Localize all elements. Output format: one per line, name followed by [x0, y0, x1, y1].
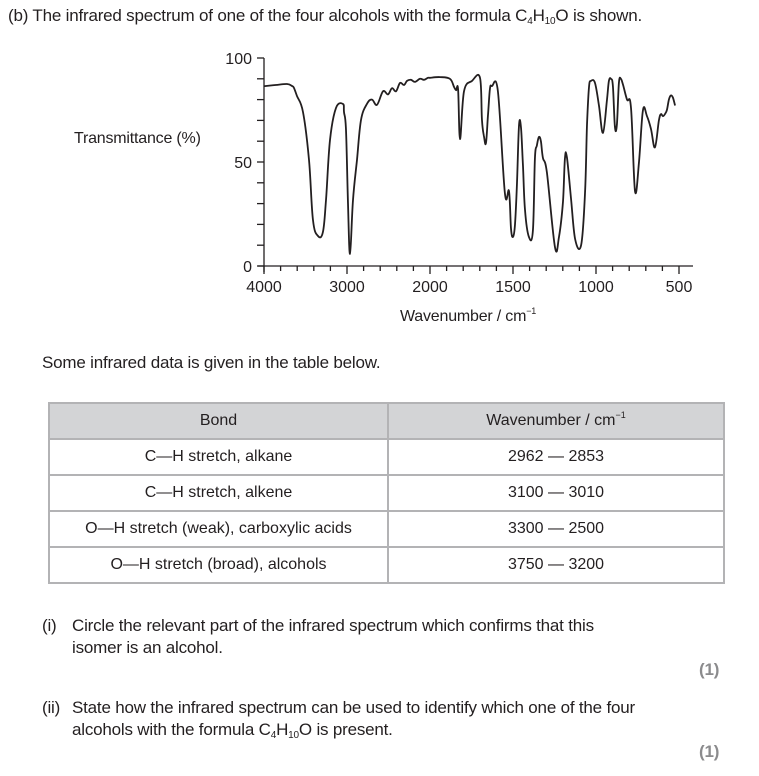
table-intro: Some infrared data is given in the table below.: [42, 353, 381, 372]
bond-cell: C—H stretch, alkene: [49, 475, 388, 511]
subquestion-i-number: (i): [42, 616, 57, 635]
spectrum-line: [265, 75, 675, 254]
ir-spectrum-chart[interactable]: [0, 0, 759, 340]
y-tick-label: 0: [243, 259, 252, 276]
wavenumber-cell: 3750 — 3200: [388, 547, 724, 583]
formula: $C_4H_{10}O$: [515, 6, 569, 27]
wavenumber-cell: 2962 — 2853: [388, 439, 724, 475]
bond-cell: O—H stretch (broad), alcohols: [49, 547, 388, 583]
table-row: [49, 475, 724, 511]
intro-end: is shown.: [572, 6, 643, 25]
y-ticks: [225, 51, 264, 276]
infrared-data-table: [48, 402, 725, 584]
x-tick-label: 3000: [329, 279, 365, 296]
y-axis-label: Transmittance (%): [74, 130, 201, 147]
x-tick-label: 2000: [412, 279, 448, 296]
intro-text: The infrared spectrum of one of the four alcohols with the formula: [32, 6, 511, 25]
subquestion-i-mark: (1): [699, 660, 720, 679]
subquestion-ii-number: (ii): [42, 698, 61, 717]
axes: [258, 58, 693, 272]
subquestion-ii-text: State how the infrared spectrum can be used to identify which one of the four alcohols with the formula $C_4H_{10}O$ is present.: [72, 698, 635, 741]
header-bond: Bond: [49, 403, 388, 439]
x-tick-label: 1500: [495, 279, 531, 296]
part-label: (b): [8, 6, 29, 25]
x-tick-label: 4000: [246, 279, 282, 296]
formula: $C_4H_{10}O$: [258, 720, 312, 741]
table-row: [49, 511, 724, 547]
y-tick-label: 100: [225, 51, 252, 68]
subquestion-i-text: Circle the relevant part of the infrared spectrum which confirms that this isomer is an alcohol.: [72, 616, 594, 657]
subquestion-ii-mark: (1): [699, 742, 720, 761]
bond-cell: C—H stretch, alkane: [49, 439, 388, 475]
x-tick-label: 1000: [578, 279, 614, 296]
bond-cell: O—H stretch (weak), carboxylic acids: [49, 511, 388, 547]
x-ticks: [246, 266, 692, 296]
x-tick-label: 500: [665, 279, 693, 296]
table-header-row: [49, 403, 724, 439]
header-wavenumber: Wavenumber / $cm^{-1}$: [388, 403, 724, 439]
x-axis-label: Wavenumber / $cm^{-1}$: [400, 306, 537, 325]
wavenumber-cell: 3100 — 3010: [388, 475, 724, 511]
table-row: [49, 547, 724, 583]
wavenumber-cell: 3300 — 2500: [388, 511, 724, 547]
y-tick-label: 50: [234, 155, 252, 172]
table-row: [49, 439, 724, 475]
